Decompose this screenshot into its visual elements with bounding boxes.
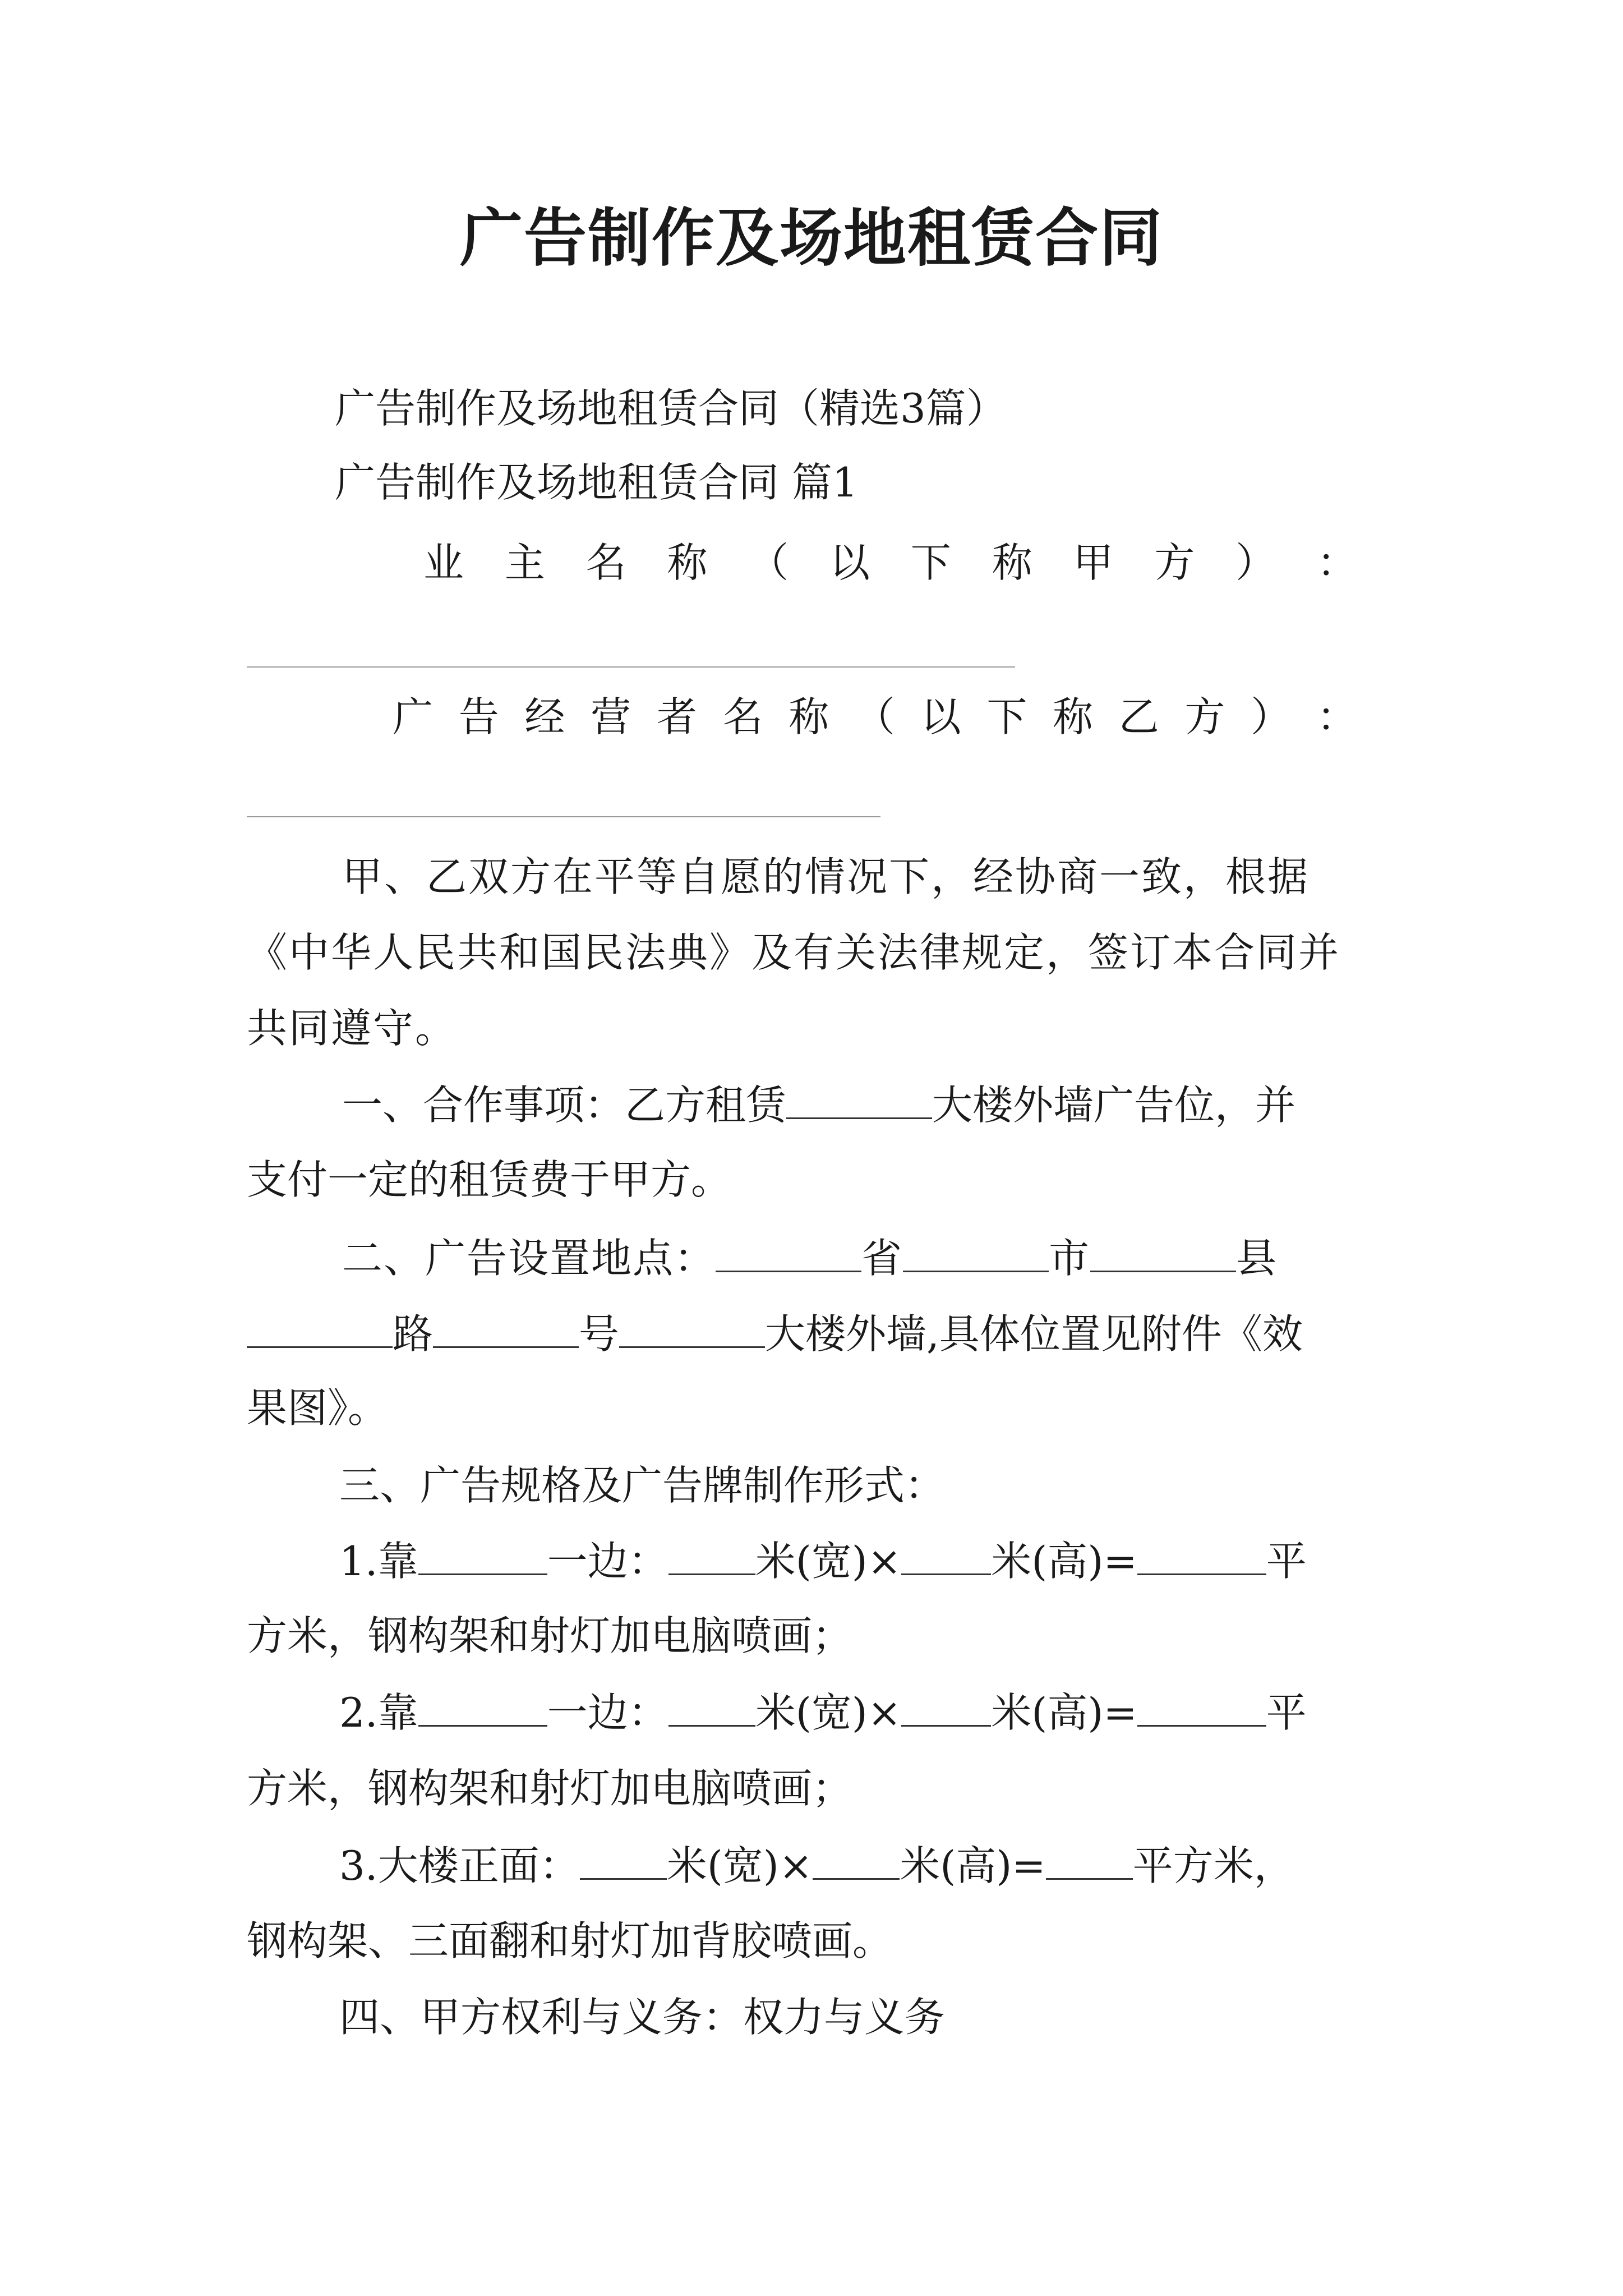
item-1-line-1 bbox=[339, 1534, 1472, 1588]
party-a-fill-line bbox=[247, 666, 1015, 668]
item-3-height-label: 米(高)= bbox=[900, 1842, 1046, 1889]
section-1-text-a: 一、合作事项：乙方租赁 bbox=[342, 1082, 787, 1129]
item-2-side-label: 一边： bbox=[547, 1689, 668, 1736]
party-a-char: 业 bbox=[423, 539, 464, 586]
party-a-char: 名 bbox=[585, 539, 626, 586]
item-3-height-blank bbox=[813, 1843, 900, 1880]
county-blank bbox=[1090, 1236, 1236, 1272]
item-3-width-label: 米(宽)× bbox=[666, 1842, 813, 1889]
intro-line-1: 甲、乙双方在平等自愿的情况下，经协商一致，根据 bbox=[342, 853, 1310, 900]
number-label: 号 bbox=[579, 1310, 620, 1358]
item-2-area-blank bbox=[1137, 1690, 1266, 1727]
party-b-char: 者 bbox=[656, 693, 697, 740]
item-3-prefix: 3.大楼正面： bbox=[339, 1842, 580, 1889]
party-a-char: 称 bbox=[992, 539, 1032, 586]
party-a-char: 称 bbox=[667, 539, 708, 586]
party-b-char: 告 bbox=[458, 693, 499, 740]
item-1-line-2: 方米，钢构架和射灯加电脑喷画； bbox=[247, 1612, 853, 1659]
item-2-line-2: 方米，钢构架和射灯加电脑喷画； bbox=[247, 1765, 853, 1812]
building-blank bbox=[619, 1312, 765, 1348]
item-1-height-label: 米(高)= bbox=[991, 1538, 1137, 1585]
section-2-line-2 bbox=[247, 1307, 1380, 1361]
province-blank bbox=[716, 1236, 861, 1272]
section-1-text-b: 大楼外墙广告位，并 bbox=[932, 1082, 1296, 1129]
party-b-char: 名 bbox=[722, 693, 763, 740]
party-a-char: 下 bbox=[910, 539, 951, 586]
party-a-char: 主 bbox=[504, 539, 545, 586]
item-2-prefix: 2.靠 bbox=[339, 1689, 418, 1736]
party-b-char: （ bbox=[854, 693, 895, 740]
road-blank bbox=[247, 1312, 393, 1348]
province-label: 省 bbox=[861, 1235, 903, 1282]
item-2-height-label: 米(高)= bbox=[991, 1689, 1137, 1736]
section-2-line-1 bbox=[342, 1231, 1475, 1285]
item-1-height-blank bbox=[901, 1539, 991, 1575]
party-b-char: 广 bbox=[393, 693, 434, 740]
item-2-width-label: 米(宽)× bbox=[755, 1689, 902, 1736]
item-1-ping: 平 bbox=[1266, 1538, 1307, 1585]
party-b-char: 称 bbox=[1053, 693, 1094, 740]
item-2-height-blank bbox=[901, 1690, 991, 1727]
intro-line-3: 共同遵守。 bbox=[247, 1005, 458, 1052]
party-a-char: 方 bbox=[1154, 539, 1195, 586]
item-2-side-blank bbox=[418, 1690, 547, 1727]
item-3-line-1 bbox=[339, 1839, 1472, 1893]
section-2-line-3: 果图》。 bbox=[247, 1384, 389, 1432]
party-b-char: 乙 bbox=[1118, 693, 1159, 740]
item-1-area-blank bbox=[1137, 1539, 1266, 1575]
item-3-width-blank bbox=[580, 1843, 667, 1880]
section-1-line-2: 支付一定的租赁费于甲方。 bbox=[247, 1156, 732, 1203]
section-2-text-rest: 大楼外墙,具体位置见附件《效 bbox=[765, 1310, 1303, 1358]
section-2-text-a: 二、广告设置地点： bbox=[342, 1235, 716, 1282]
section-1-line-1 bbox=[342, 1078, 1475, 1132]
part-heading: 广告制作及场地租赁合同 篇1 bbox=[335, 459, 858, 506]
item-2-ping: 平 bbox=[1266, 1689, 1307, 1736]
party-b-char: ） bbox=[1251, 693, 1292, 740]
item-3-area-blank bbox=[1046, 1843, 1133, 1880]
item-1-side-blank bbox=[418, 1539, 547, 1575]
city-blank bbox=[903, 1236, 1049, 1272]
party-b-char: 以 bbox=[920, 693, 961, 740]
item-1-width-label: 米(宽)× bbox=[755, 1538, 902, 1585]
party-b-char: 称 bbox=[789, 693, 829, 740]
item-1-width-blank bbox=[668, 1539, 755, 1575]
building-name-blank bbox=[786, 1083, 932, 1119]
section-3-heading: 三、广告规格及广告牌制作形式： bbox=[339, 1462, 946, 1509]
number-blank bbox=[433, 1312, 579, 1348]
item-1-side-label: 一边： bbox=[547, 1538, 668, 1585]
party-b-char: 营 bbox=[591, 693, 631, 740]
city-label: 市 bbox=[1049, 1235, 1091, 1282]
item-1-prefix: 1.靠 bbox=[339, 1538, 418, 1585]
party-b-char: 下 bbox=[986, 693, 1027, 740]
document-subtitle: 广告制作及场地租赁合同（精选3篇） bbox=[335, 385, 1007, 432]
party-b-label bbox=[393, 690, 1357, 744]
item-3-line-2: 钢构架、三面翻和射灯加背胶喷画。 bbox=[247, 1917, 893, 1964]
party-a-char: ： bbox=[1316, 539, 1357, 586]
party-b-char: 经 bbox=[524, 693, 565, 740]
party-b-char: ： bbox=[1316, 693, 1357, 740]
party-a-char: （ bbox=[748, 539, 789, 586]
party-a-char: ） bbox=[1235, 539, 1276, 586]
section-4-heading: 四、甲方权利与义务：权力与义务 bbox=[339, 1994, 946, 2041]
document-title: 广告制作及场地租赁合同 bbox=[460, 201, 1163, 275]
party-a-label bbox=[423, 536, 1357, 590]
intro-line-2: 《中华人民共和国民法典》及有关法律规定，签订本合同并 bbox=[247, 929, 1341, 976]
item-2-line-1 bbox=[339, 1686, 1472, 1740]
party-b-fill-line bbox=[247, 816, 880, 817]
item-2-width-blank bbox=[668, 1690, 755, 1727]
party-a-char: 以 bbox=[829, 539, 870, 586]
item-3-suffix: 平方米， bbox=[1132, 1842, 1294, 1889]
road-label: 路 bbox=[393, 1310, 434, 1358]
party-a-char: 甲 bbox=[1073, 539, 1114, 586]
county-label: 县 bbox=[1236, 1235, 1278, 1282]
party-b-char: 方 bbox=[1184, 693, 1225, 740]
